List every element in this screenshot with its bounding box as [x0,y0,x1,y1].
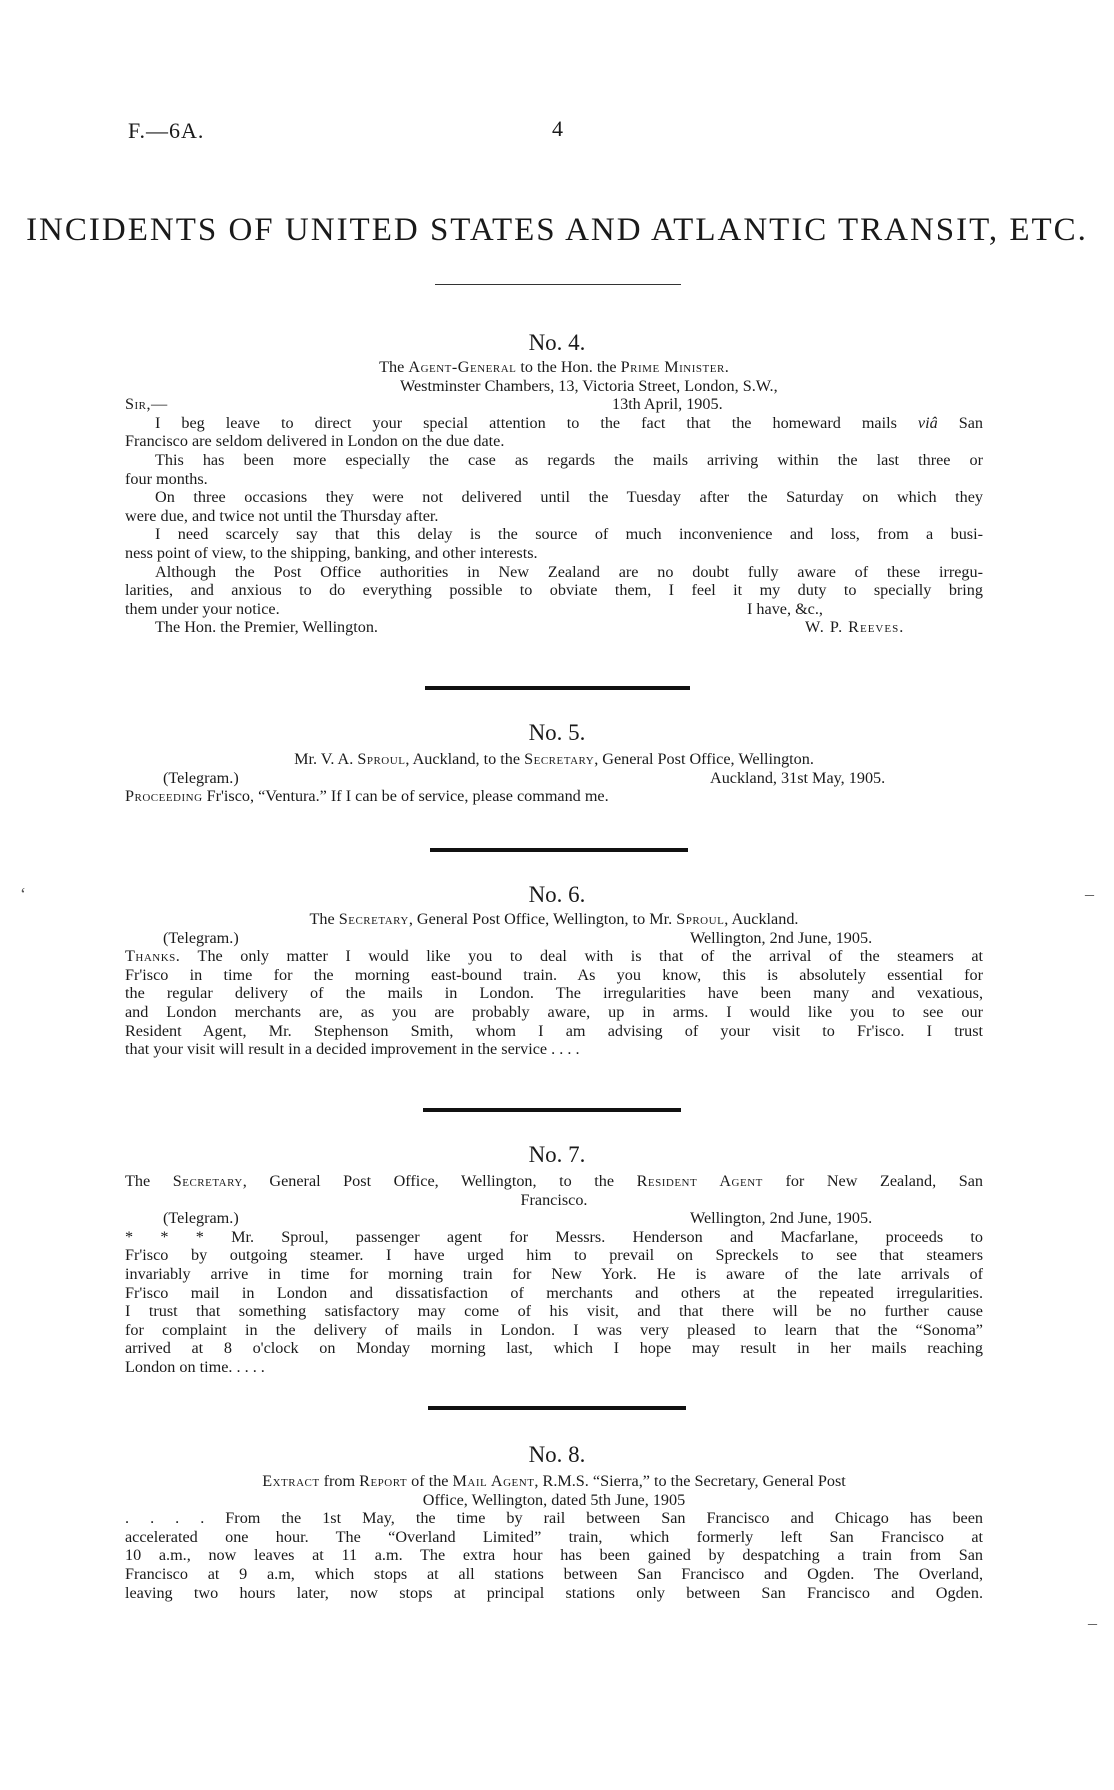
telegram-date: Auckland, 31st May, 1905. [710,768,886,787]
section-number-8: No. 8. [528,1442,586,1467]
paragraph-line: that your visit will result in a decided improvement in the service . . . . [125,1040,580,1059]
telegram-date: Wellington, 2nd June, 1905. [690,928,873,947]
paragraph-line: This has been more especially the case as regards the mails arriving within the last three or [155,450,983,469]
paragraph-line: . . . . From the 1st May, the time by rail between San Francisco and Chicago has been [125,1509,983,1528]
letter-no-4 [125,358,983,637]
paragraph-line: leaving two hours later, now stops at principal stations only between San Francisco and Ogden. [125,1583,983,1602]
telegram-line [125,1209,983,1228]
section-divider [428,1406,686,1410]
paragraph-line: larities, and anxious to do everything possible to obviate them, I feel it my duty to specially bring [125,581,983,600]
addressee: The Hon. the Premier, Wellington. [155,618,378,637]
paragraph-line: Francisco are seldom delivered in London on the due date. [125,432,505,451]
paragraph-line: 10 a.m., now leaves at 11 a.m. The extra hour has been gained by despatching a train from San [125,1546,983,1565]
paragraph-line: arrived at 8 o'clock on Monday morning last, which I hope may result in her mails reaching [125,1339,983,1358]
page-title: INCIDENTS OF UNITED STATES AND ATLANTIC TRANSIT, ETC. [26,212,1088,248]
paragraph-line: Thanks. The only matter I would like you to deal with is that of the arrival of the steamers at [125,947,983,966]
section-number-4: No. 4. [528,330,586,355]
extract-no-8 [125,1472,983,1602]
telegram-label: (Telegram.) [163,1209,239,1228]
paragraph-line: Fr'isco mail in London and dissatisfaction of merchants and others at the repeated irregularities. [125,1283,983,1302]
margin-mark: – [1085,884,1094,904]
paragraph-line: Proceeding Fr'isco, “Ventura.” If I can be of service, please command me. [125,787,609,806]
telegram-label: (Telegram.) [163,768,239,787]
telegram-label: (Telegram.) [163,928,239,947]
letter-heading: The Secretary, General Post Office, Wellington, to Mr. Sproul, Auckland. [309,910,799,928]
section-number-7: No. 7. [528,1142,586,1167]
paragraph-line: Francisco at 9 a.m, which stops at all stations between San Francisco and Ogden. The Overland, [125,1564,983,1583]
paragraph-line: Fr'isco in time for the morning east-bound train. As you know, this is absolutely essential for [125,965,983,984]
section-divider [423,1108,681,1112]
salutation-line [125,395,983,414]
telegram-no-5 [125,750,983,806]
letter-heading-continued: Francisco. [520,1190,588,1209]
closing: I have, &c., [747,599,823,618]
telegram-no-7 [125,1172,983,1377]
letter-heading: Extract from Report of the Mail Agent, R.M.S. “Sierra,” to the Secretary, General Post [262,1472,846,1490]
paragraph-line: I need scarcely say that this delay is the source of much inconvenience and loss, from a busi- [155,525,983,544]
letter-heading-continued: Office, Wellington, dated 5th June, 1905 [422,1490,686,1509]
paragraph-line: Although the Post Office authorities in New Zealand are no doubt fully aware of these irregu- [155,562,983,581]
signature: W. P. Reeves. [805,618,905,637]
telegram-line [125,929,983,948]
paragraph-line: the regular delivery of the mails in London. The irregularities have been many and vexatious, [125,984,983,1003]
letter-heading: The Agent-General to the Hon. the Prime Minister. [379,358,729,376]
sender-address: Westminster Chambers, 13, Victoria Street, London, S.W., [400,376,778,395]
section-number-6: No. 6. [528,882,586,907]
salutation: Sir,— [125,395,168,414]
paragraph-line: On three occasions they were not delivered until the Tuesday after the Saturday on which they [155,488,983,507]
title-divider [435,284,681,285]
paragraph-line: invariably arrive in time for morning train for New York. He is aware of the late arrivals of [125,1264,983,1283]
margin-mark: ‘ [20,884,26,904]
document-reference: F.—6A. [128,118,205,143]
letter-heading: The Secretary, General Post Office, Wellington, to the Resident Agent for New Zealand, San [125,1172,983,1190]
paragraph-line: London on time. . . . . [125,1357,265,1376]
paragraph-line: accelerated one hour. The “Overland Limited” train, which formerly left San Francisco at [125,1527,983,1546]
paragraph-line: I beg leave to direct your special attention to the fact that the homeward mails viâ San [155,413,984,432]
paragraph-line: Resident Agent, Mr. Stephenson Smith, whom I am advising of your visit to Fr'isco. I trust [125,1021,983,1040]
section-divider [425,686,690,690]
paragraph-line: four months. [125,469,208,488]
letter-heading: Mr. V. A. Sproul, Auckland, to the Secretary, General Post Office, Wellington. [294,750,814,768]
margin-mark: – [1088,1613,1097,1633]
telegram-no-6 [125,910,983,1059]
telegram-date: Wellington, 2nd June, 1905. [690,1209,873,1228]
telegram-line [125,769,983,788]
closing-line: them under your notice. I have, &c., [125,599,823,618]
section-number-5: No. 5. [528,720,586,745]
paragraph-line: and London merchants are, as you are probably aware, up in arms. I would like you to see our [125,1002,983,1021]
paragraph-line: I trust that something satisfactory may come of his visit, and that there will be no further cause [125,1302,983,1321]
paragraph-line: were due, and twice not until the Thursday after. [125,506,439,525]
paragraph-line: * * * Mr. Sproul, passenger agent for Messrs. Henderson and Macfarlane, proceeds to [125,1227,983,1246]
addressee-line [125,618,983,637]
section-divider [430,848,688,852]
paragraph-line: for complaint in the delivery of mails in London. I was very pleased to learn that the “Sonoma” [125,1320,983,1339]
letter-date: 13th April, 1905. [612,395,723,414]
paragraph-line: ness point of view, to the shipping, banking, and other interests. [125,543,538,562]
paragraph-line: Fr'isco by outgoing steamer. I have urged him to prevail on Spreckels to see that steamers [125,1246,983,1265]
page-number: 4 [552,116,563,141]
